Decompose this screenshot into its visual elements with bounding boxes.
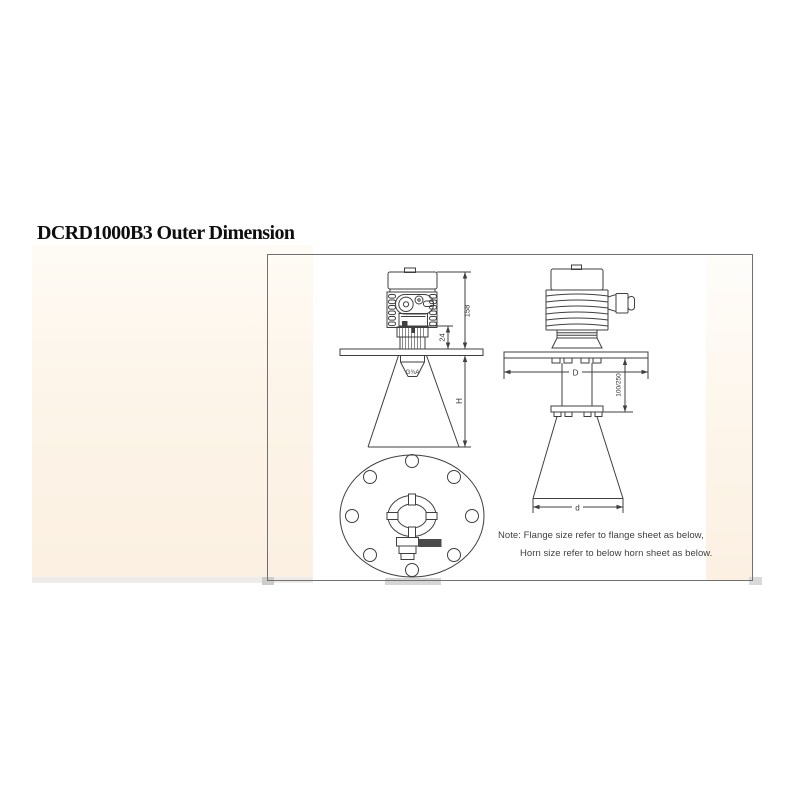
housing-ribs <box>389 295 437 326</box>
note-line-2: Horn size refer to below horn sheet as below. <box>520 548 713 559</box>
dim-mount-length-label: 100/250 <box>615 373 623 397</box>
side-view-drawing <box>504 265 648 513</box>
front-view-drawing <box>340 268 483 447</box>
front-flange-plate <box>340 349 483 356</box>
page-title: DCRD1000B3 Outer Dimension <box>37 222 295 244</box>
center-clamp-ring <box>387 494 437 538</box>
corrugated-cover <box>546 290 608 330</box>
side-neck <box>552 330 602 348</box>
note-line-1: Note: Flange size refer to flange sheet as below, <box>498 530 704 541</box>
dim-flange-diameter-label: D <box>572 368 579 378</box>
lower-flange-plate <box>551 406 603 412</box>
dim-horn-diameter-label: d <box>575 503 580 513</box>
dim-neck-height-label: 24 <box>437 333 447 342</box>
bottom-gland-fitting <box>397 538 442 560</box>
side-flange-plate <box>504 352 648 358</box>
flange-bottom-view-drawing <box>340 455 484 578</box>
side-horn-cone <box>533 417 623 499</box>
lower-flange-bolts <box>554 412 602 417</box>
thread-size-label: G¾A <box>405 370 420 376</box>
flange-bolts <box>552 358 601 363</box>
dim-horn-height-label: H <box>455 398 464 404</box>
dim-total-height-label: 158 <box>462 304 472 318</box>
cable-gland <box>608 294 635 314</box>
